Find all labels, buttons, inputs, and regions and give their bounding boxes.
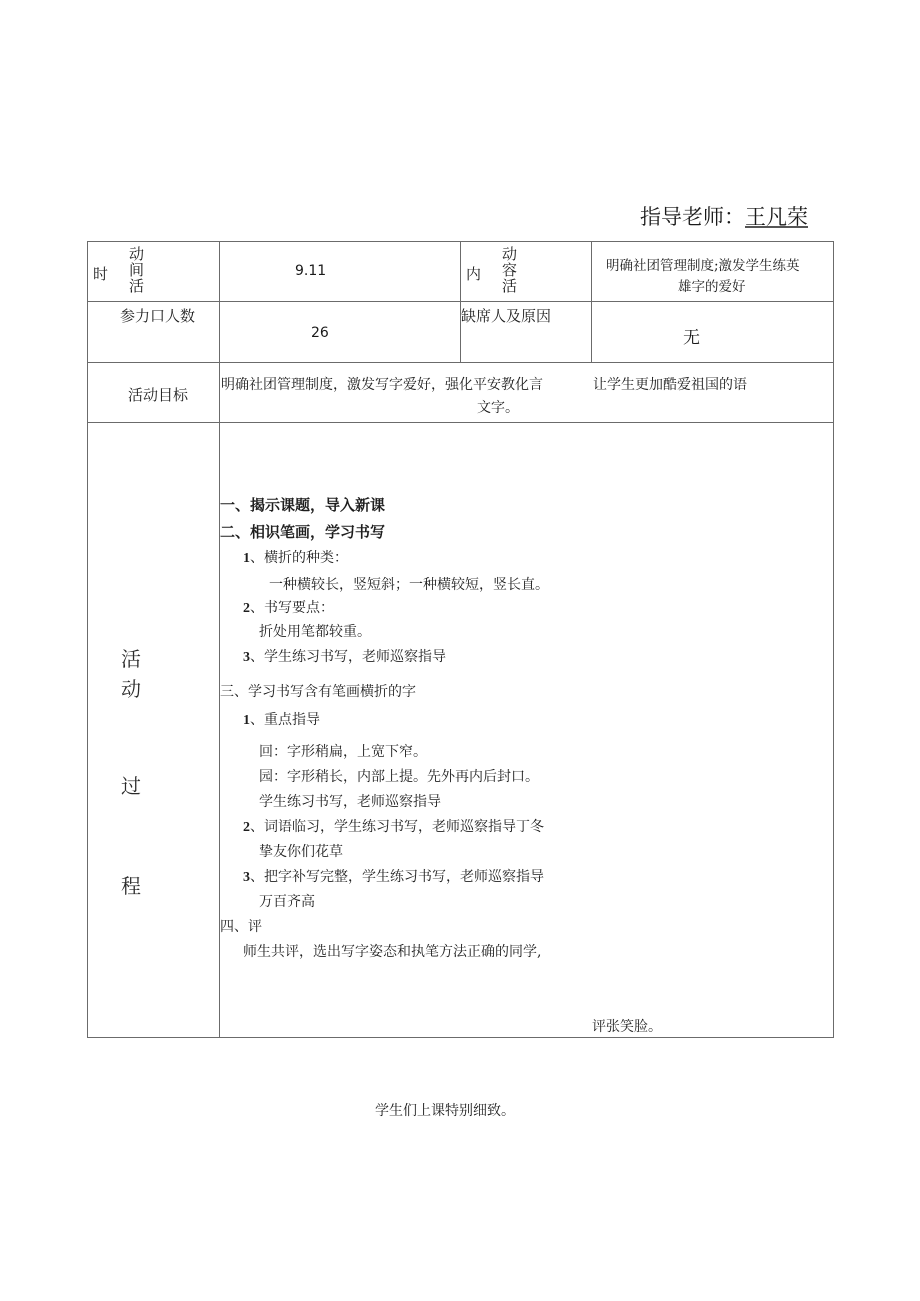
- goal-label: 活动目标: [128, 386, 189, 404]
- content-label-char: 动: [502, 245, 518, 263]
- attendance-value: 26: [311, 325, 329, 341]
- section-heading: 二、相识笔画，学习书写: [220, 523, 386, 541]
- list-item: 学生练习书写，老师巡察指导: [259, 794, 441, 810]
- absence-value: 无: [683, 328, 700, 348]
- table-border-left: [87, 241, 88, 1038]
- time-label-char: 动: [129, 245, 145, 263]
- process-label-char: 活: [121, 647, 141, 671]
- process-label-char: 动: [121, 677, 141, 701]
- teacher-name: 王凡荣: [745, 205, 808, 229]
- list-item: 师生共评，选出写字姿态和执笔方法正确的同学,: [243, 944, 542, 960]
- teacher-label: 指导老师：: [640, 205, 745, 229]
- absence-label: 缺席人及原因: [461, 307, 552, 325]
- list-item: 园：字形稍长，内部上提。先外再内后封口。: [259, 769, 539, 785]
- table-border-row2: [87, 362, 834, 363]
- content-value-line1: 明确社团管理制度;激发学生练英: [606, 258, 800, 274]
- teacher-line: [640, 201, 808, 231]
- list-item: 3、学生练习书写，老师巡察指导: [243, 649, 446, 665]
- section-heading: 一、揭示课题，导入新课: [220, 496, 386, 514]
- attendance-label: 参力口人数: [120, 307, 196, 325]
- goal-line1-a: 明确社团管理制度，激发写字爱好，强化平安教化言: [221, 377, 543, 393]
- table-border-col2: [460, 241, 461, 362]
- list-item: 万百齐高: [259, 894, 315, 910]
- table-border-row3: [87, 422, 834, 423]
- content-value-line2: 雄字的爱好: [678, 279, 746, 295]
- goal-line1-b: 让学生更加酷爱祖国的语: [593, 377, 747, 393]
- content-label-stack: [502, 246, 517, 294]
- goal-line2: 文字。: [477, 400, 519, 416]
- time-label-char: 间: [129, 261, 145, 279]
- section-heading: 三、学习书写含有笔画横折的字: [220, 684, 416, 700]
- list-item: 评张笑脸。: [592, 1019, 662, 1035]
- time-label-char: 活: [129, 277, 145, 295]
- time-label-stack: [129, 246, 144, 294]
- content-label-char: 容: [502, 261, 518, 279]
- table-border-right: [833, 241, 834, 1038]
- list-item: 1、横折的种类：: [243, 550, 348, 566]
- list-item: 1、重点指导: [243, 712, 320, 728]
- list-item: 2、词语临习，学生练习书写，老师巡察指导丁冬: [243, 819, 544, 835]
- list-item: 一种横较长，竖短斜；一种横较短，竖长直。: [269, 577, 549, 593]
- time-value: 9.11: [295, 263, 327, 279]
- section-heading: 四、评: [220, 919, 262, 935]
- list-item: 回：字形稍扁，上宽下窄。: [259, 744, 427, 760]
- table-border-col3: [591, 241, 592, 362]
- footer-note: 学生们上课特别细致。: [375, 1103, 515, 1119]
- time-label-left: 时: [93, 265, 109, 283]
- content-label-char: 活: [502, 277, 518, 295]
- list-item: 3、把字补写完整，学生练习书写，老师巡察指导: [243, 869, 544, 885]
- list-item: 挚友你们花草: [259, 844, 343, 860]
- process-label-char: 过: [121, 774, 141, 798]
- table-border-bottom: [87, 1037, 834, 1038]
- content-label-left: 内: [466, 265, 482, 283]
- process-label-char: 程: [121, 874, 141, 898]
- list-item: 2、书写要点：: [243, 600, 334, 616]
- list-item: 折处用笔都较重。: [259, 624, 371, 640]
